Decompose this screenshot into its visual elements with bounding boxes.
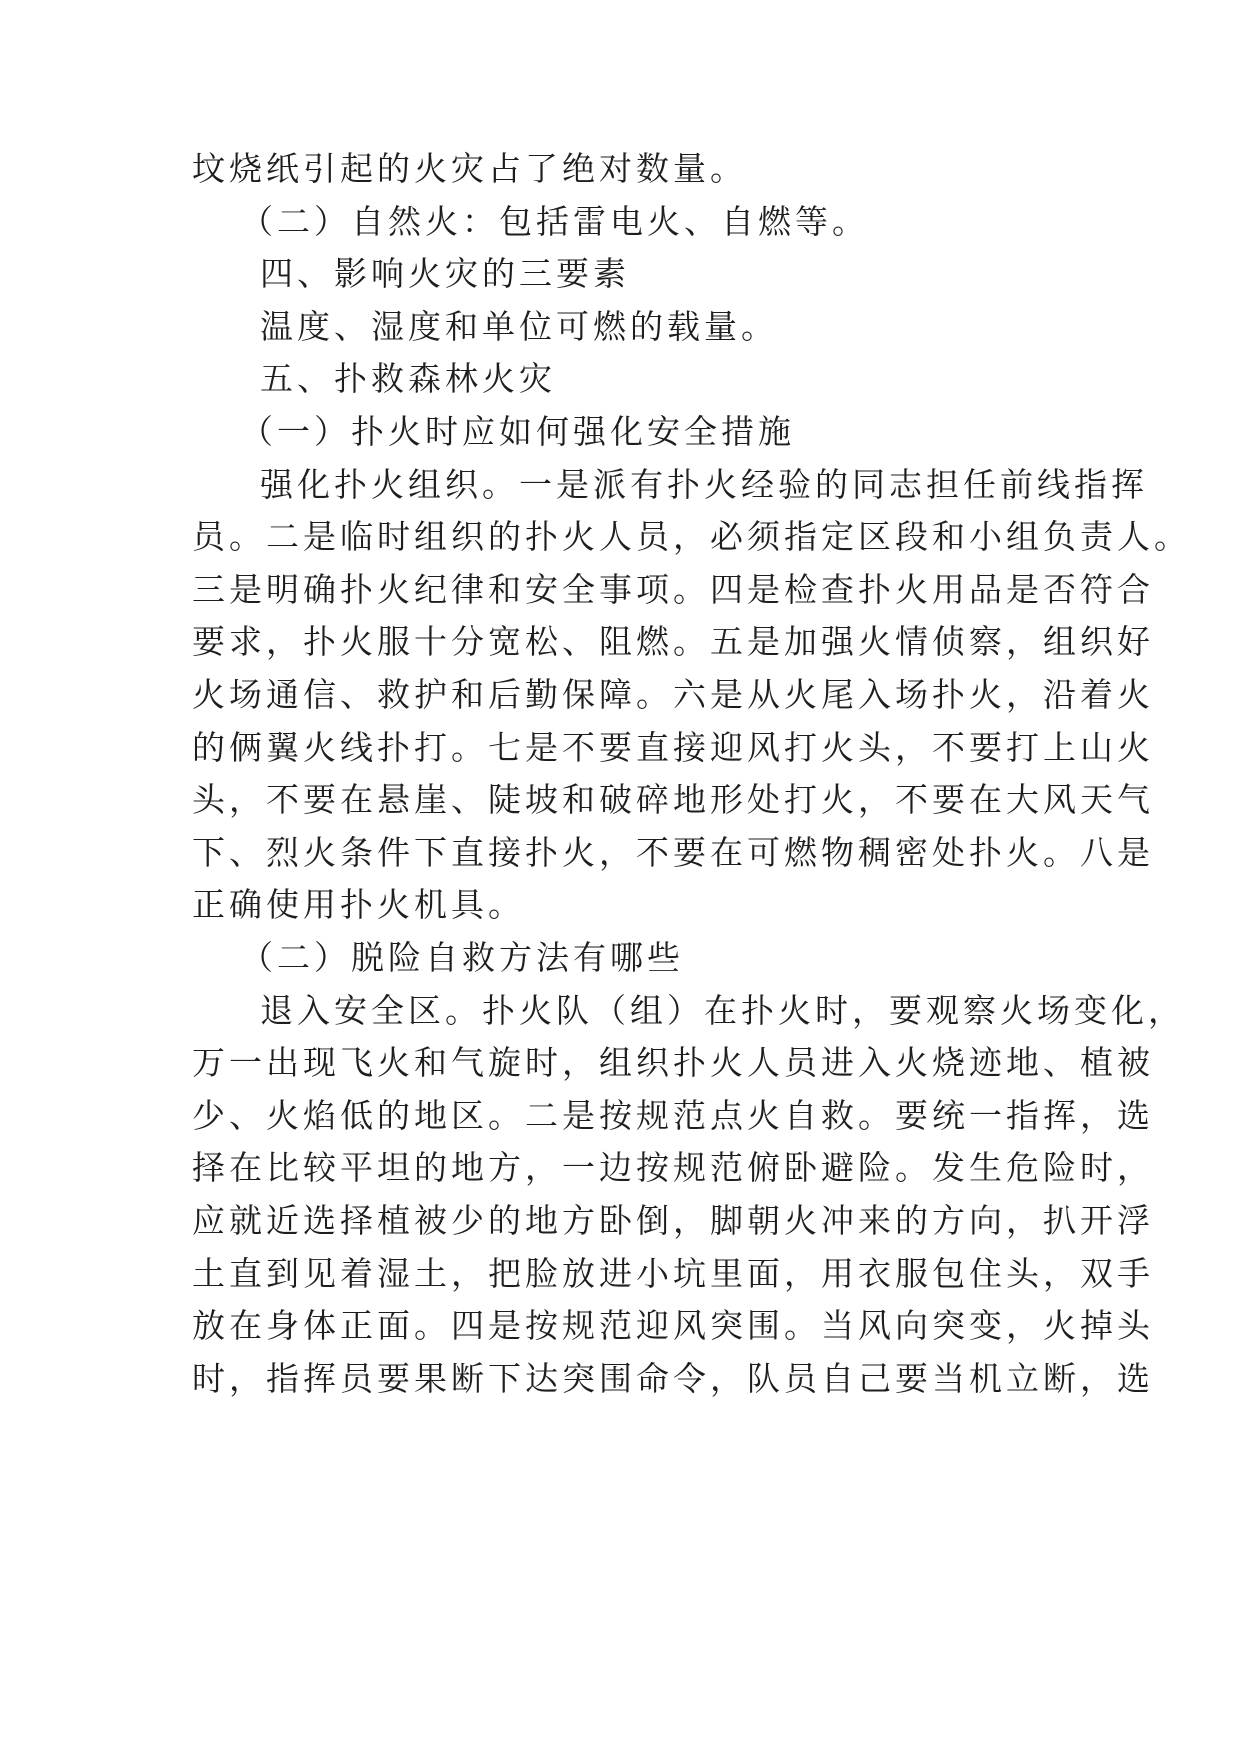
text-line: 土直到见着湿土，把脸放进小坑里面，用衣服包住头，双手 (192, 1254, 1154, 1293)
text-line: 员。二是临时组织的扑火人员，必须指定区段和小组负责人。 (192, 517, 1191, 556)
text-line: 放在身体正面。四是按规范迎风突围。当风向突变，火掉头 (192, 1306, 1154, 1345)
text-line: 头，不要在悬崖、陡坡和破碎地形处打火，不要在大风天气 (192, 780, 1154, 819)
subsection-heading: （一）扑火时应如何强化安全措施 (240, 412, 795, 451)
text-line: 正确使用扑火机具。 (192, 885, 525, 924)
section-heading: 五、扑救森林火灾 (260, 359, 556, 398)
text-line: 强化扑火组织。一是派有扑火经验的同志担任前线指挥 (260, 465, 1148, 504)
text-line: 少、火焰低的地区。二是按规范点火自救。要统一指挥，选 (192, 1096, 1154, 1135)
subsection-heading: （二）自然火：包括雷电火、自燃等。 (240, 202, 869, 241)
section-heading: 四、影响火灾的三要素 (260, 254, 630, 293)
text-line: 三是明确扑火纪律和安全事项。四是检查扑火用品是否符合 (192, 570, 1154, 609)
text-line: 万一出现飞火和气旋时，组织扑火人员进入火烧迹地、植被 (192, 1043, 1154, 1082)
text-line: 退入安全区。扑火队（组）在扑火时，要观察火场变化， (260, 991, 1185, 1030)
text-line: 的俩翼火线扑打。七是不要直接迎风打火头，不要打上山火 (192, 728, 1154, 767)
text-line: 下、烈火条件下直接扑火，不要在可燃物稠密处扑火。八是 (192, 833, 1154, 872)
text-line: 应就近选择植被少的地方卧倒，脚朝火冲来的方向，扒开浮 (192, 1201, 1154, 1240)
text-line: 时，指挥员要果断下达突围命令，队员自己要当机立断，选 (192, 1359, 1154, 1398)
text-line: 择在比较平坦的地方，一边按规范俯卧避险。发生危险时， (192, 1148, 1154, 1187)
subsection-heading: （二）脱险自救方法有哪些 (240, 938, 684, 977)
text-line: 坟烧纸引起的火灾占了绝对数量。 (192, 149, 747, 188)
text-line: 要求，扑火服十分宽松、阻燃。五是加强火情侦察，组织好 (192, 622, 1154, 661)
text-line: 温度、湿度和单位可燃的载量。 (260, 307, 778, 346)
text-line: 火场通信、救护和后勤保障。六是从火尾入场扑火，沿着火 (192, 675, 1154, 714)
